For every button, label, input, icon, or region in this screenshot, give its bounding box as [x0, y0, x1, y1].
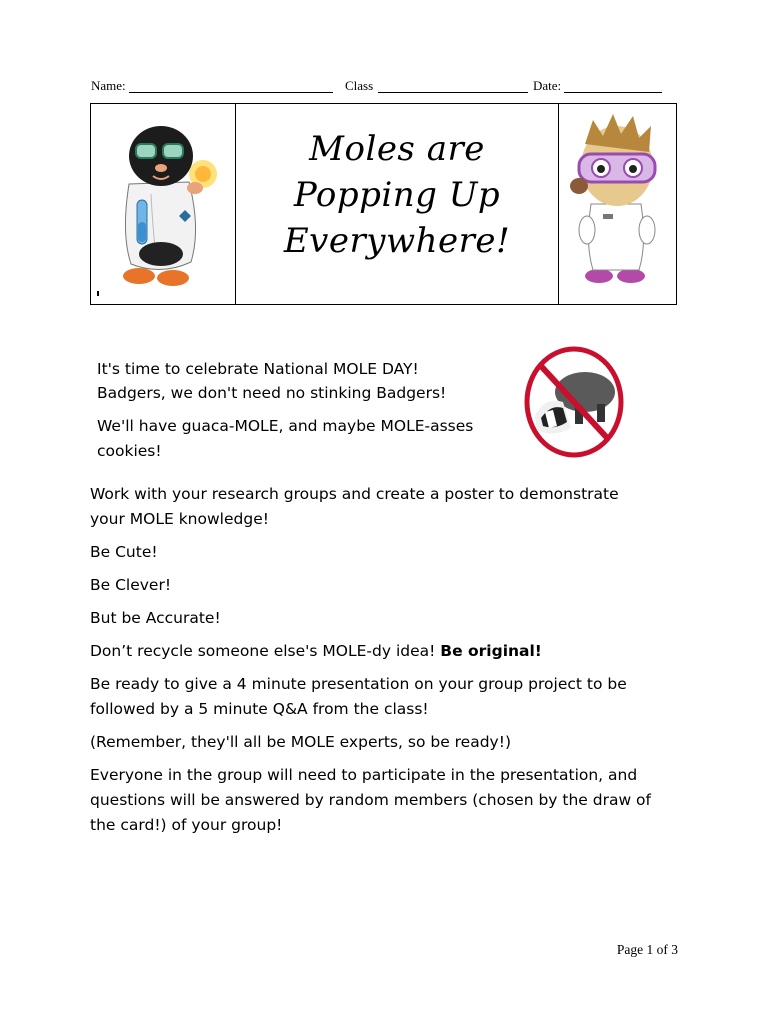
para-1-line-2: your MOLE knowledge! — [90, 510, 269, 528]
banner-title — [236, 126, 558, 264]
para-5-bold: Be original! — [440, 642, 542, 660]
date-label: Date: — [533, 78, 562, 93]
para-4: But be Accurate! — [90, 609, 221, 627]
name-blank — [129, 92, 333, 93]
para-5 — [90, 638, 542, 664]
title-banner — [90, 103, 677, 305]
para-2: Be Cute! — [90, 543, 158, 561]
para-8-line-1: Everyone in the group will need to participate in the presentation, and — [90, 766, 638, 784]
page-number: Page 1 of 3 — [616, 942, 678, 957]
scientist-mole-left-icon — [91, 104, 236, 304]
no-badger-icon — [523, 346, 625, 459]
class-blank — [378, 92, 528, 93]
scientist-mole-right-icon — [559, 104, 676, 304]
para-8-line-2: questions will be answered by random members (chosen by the draw of — [90, 791, 651, 809]
title-line-3: Everywhere! — [283, 221, 511, 261]
date-blank — [564, 92, 662, 93]
title-line-2: Popping Up — [293, 175, 501, 215]
para-5-text: Don’t recycle someone else's MOLE-dy idea! — [90, 642, 441, 660]
para-8-line-3: the card!) of your group! — [90, 816, 283, 834]
intro-line-4: cookies! — [97, 442, 162, 460]
name-label: Name: — [91, 78, 126, 93]
right-image-cell — [559, 104, 676, 304]
title-line-1: Moles are — [309, 129, 485, 169]
stray-mark — [97, 291, 99, 296]
intro-line-2: Badgers, we don't need no stinking Badgers! — [97, 384, 447, 402]
para-6-line-1: Be ready to give a 4 minute presentation on your group project to be — [90, 675, 627, 693]
title-cell — [236, 104, 559, 304]
para-1-line-1: Work with your research groups and create a poster to demonstrate — [90, 485, 619, 503]
left-image-cell — [91, 104, 236, 304]
para-7: (Remember, they'll all be MOLE experts, so be ready!) — [90, 733, 511, 751]
intro-line-3: We'll have guaca-MOLE, and maybe MOLE-asses — [97, 417, 474, 435]
para-6-line-2: followed by a 5 minute Q&A from the class! — [90, 700, 429, 718]
intro-line-1: It's time to celebrate National MOLE DAY! — [97, 360, 419, 378]
class-label: Class — [345, 78, 374, 93]
student-info-header — [91, 76, 681, 96]
para-3: Be Clever! — [90, 576, 172, 594]
